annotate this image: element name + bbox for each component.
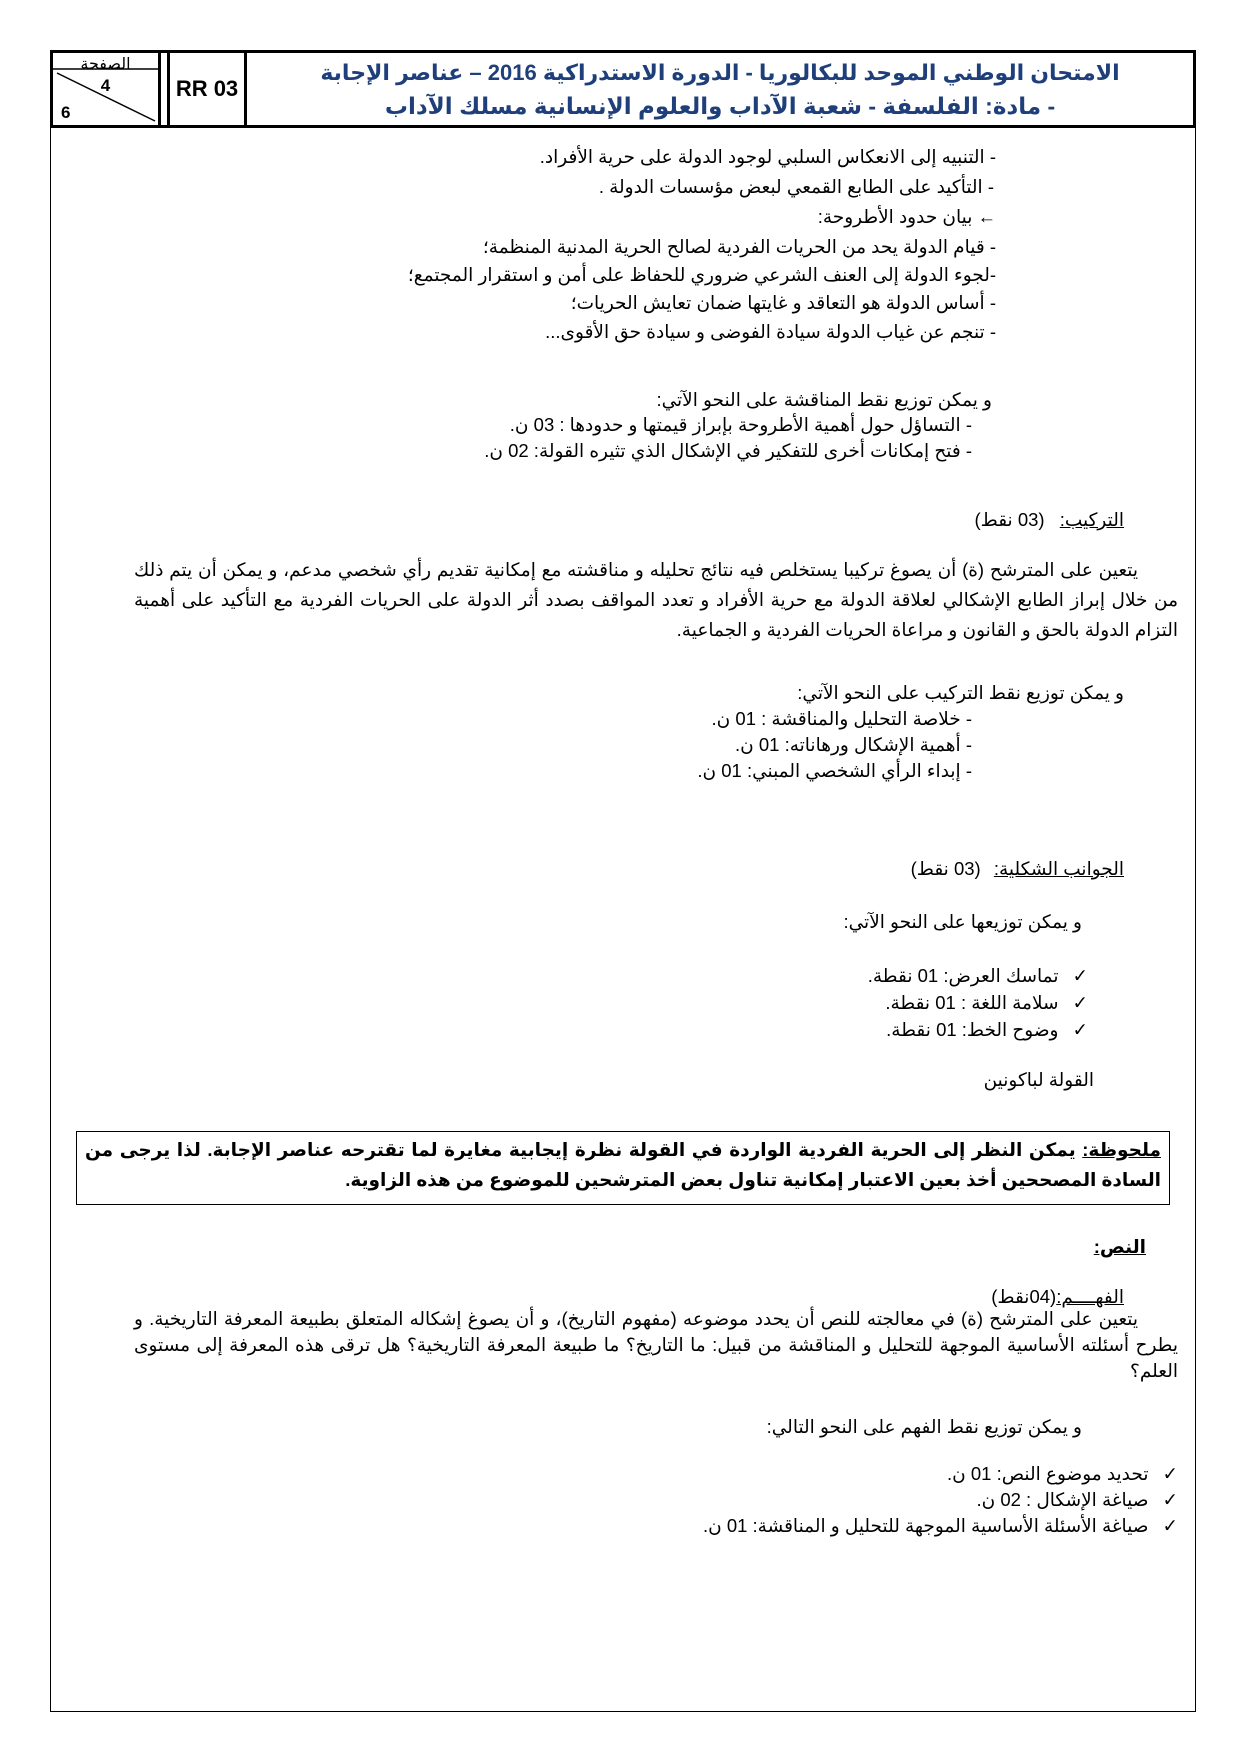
formal-item [868,964,1088,988]
limits-item: -لجوء الدولة إلى العنف الشرعي ضروري للحفاظ على أمن و استقرار المجتمع؛ [407,264,996,285]
exam-title-line1 [247,57,1193,89]
check-icon: ✓ [1072,965,1088,986]
check-icon: ✓ [1072,1019,1088,1040]
exam-title-prefix: الامتحان الوطني الموحد للبكالوريا - الدورة الاستدراكية [542,60,1120,85]
exam-code: RR 03 [167,53,247,125]
quote-attribution: القولة لباكونين [983,1069,1094,1090]
limits-item: - تنجم عن غياب الدولة سيادة الفوضى و سيادة حق الأقوى... [545,321,996,342]
synthesis-distribution-item: - خلاصة التحليل والمناقشة : 01 ن. [711,708,972,729]
synthesis-points: (03 نقط) [974,509,1045,530]
formal-title: الجوانب الشكلية: [993,858,1124,879]
discussion-item: - التأكيد على الطابع القمعي لبعض مؤسسات الدولة . [598,176,994,197]
formal-points: (03 نقط) [910,858,981,879]
page-content [62,145,1178,1705]
exam-subject: - مادة: الفلسفة - شعبة الآداب والعلوم الإنسانية مسلك الآداب [384,93,1056,119]
comprehension-points: (04نقط) [991,1286,1057,1307]
exam-year: 2016 [487,60,537,85]
formal-distribution-intro: و يمكن توزيعها على النحو الآتي: [843,911,1082,932]
note-box [76,1131,1170,1205]
formal-item [886,1018,1088,1042]
page-number-box [53,53,161,125]
check-icon: ✓ [1162,1463,1178,1484]
comprehension-distribution-intro: و يمكن توزيع نقط الفهم على النحو التالي: [766,1416,1082,1437]
check-icon: ✓ [1072,992,1088,1013]
page-header [50,50,1196,128]
exam-title [247,53,1193,125]
note-label: ملحوظة: [1082,1139,1161,1160]
comprehension-title: الفهــــم: [1056,1286,1124,1307]
limits-title: ← بيان حدود الأطروحة: [817,206,996,227]
discussion-distribution-item: - فتح إمكانات أخرى للتفكير في الإشكال الذي تثيره القولة: 02 ن. [484,440,972,461]
comprehension-item [703,1514,1178,1538]
discussion-distribution-intro: و يمكن توزيع نقط المناقشة على النحو الآتي: [656,389,992,410]
text-section-title: النص: [1093,1236,1146,1257]
synthesis-paragraph: يتعين على المترشح (ة) أن يصوغ تركيبا يستخلص فيه نتائج تحليله و مناقشته مع إمكانية تقديم رأي شخصي مدعم، و يمكن أن يتم ذلك من خلال إبراز الطابع الإشكالي لعلاقة الدولة مع حرية الأفراد و تعدد المواقف بصدد أثر الدولة على الحريات الفردية مع التأكيد على أهمية التزام الدولة بالحق و القانون و مراعاة الحريات الفردية و الجماعية. [134,559,1178,640]
comprehension-item-text: صياغة الأسئلة الأساسية الموجهة للتحليل و المناقشة: 01 ن. [702,1515,1149,1536]
exam-title-suffix: – عناصر الإجابة [320,60,482,85]
synthesis-distribution-item: - أهمية الإشكال ورهاناته: 01 ن. [734,734,972,755]
formal-heading [911,857,1124,881]
comprehension-paragraph: يتعين على المترشح (ة) في معالجته للنص أن يحدد موضوعه (مفهوم التاريخ)، و أن يصوغ إشكاله المتعلق بطبيعة المعرفة التاريخية. و يطرح أسئلته الأساسية الموجهة للتحليل و المناقشة من قبيل: ما التاريخ؟ ما طبيعة المعرفة التاريخية؟ هل ترقى هذه المعرفة إلى مستوى العلم؟ [134,1308,1178,1381]
check-icon: ✓ [1162,1489,1178,1510]
synthesis-title: التركيب: [1059,509,1124,530]
limits-item: - أساس الدولة هو التعاقد و غايتها ضمان تعايش الحريات؛ [570,292,996,313]
synthesis-heading [974,508,1124,532]
comprehension-item-text: صياغة الإشكال : 02 ن. [976,1489,1149,1510]
formal-item-text: وضوح الخط: 01 نقطة. [886,1019,1059,1040]
page-current: 4 [100,76,111,95]
synthesis-distribution-intro: و يمكن توزيع نقط التركيب على النحو الآتي: [797,682,1124,703]
comprehension-item [976,1488,1178,1512]
comprehension-item-text: تحديد موضوع النص: 01 ن. [947,1463,1149,1484]
limits-item: - قيام الدولة يحد من الحريات الفردية لصالح الحرية المدنية المنظمة؛ [482,236,996,257]
synthesis-distribution-item: - إبداء الرأي الشخصي المبني: 01 ن. [697,760,972,781]
page-total: 6 [61,103,71,122]
page-label: الصفحة [80,56,131,73]
discussion-item: - التنبيه إلى الانعكاس السلبي لوجود الدولة على حرية الأفراد. [539,146,996,167]
formal-item-text: سلامة اللغة : 01 نقطة. [885,992,1059,1013]
check-icon: ✓ [1162,1515,1178,1536]
comprehension-item [947,1462,1178,1486]
formal-item [885,991,1088,1015]
discussion-distribution-item: - التساؤل حول أهمية الأطروحة بإبراز قيمتها و حدودها : 03 ن. [509,414,972,435]
note-text: يمكن النظر إلى الحرية الفردية الواردة في القولة نظرة إيجابية مغايرة لما تقترحه عناصر الإجابة. لذا يرجى من السادة المصححين أخذ بعين الاعتبار إمكانية تناول بعض المترشحين للموضوع من هذه الزاوية. [85,1139,1161,1190]
formal-item-text: تماسك العرض: 01 نقطة. [867,965,1059,986]
